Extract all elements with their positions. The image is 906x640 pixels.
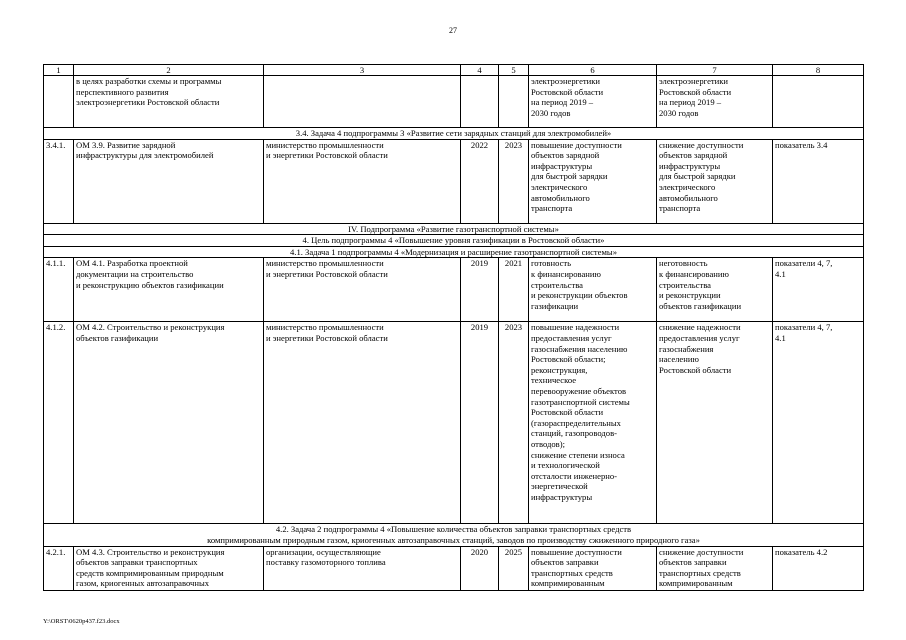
- section-heading: 4.2. Задача 2 подпрограммы 4 «Повышение количества объектов заправки транспортных средств компримированным природным газом, криогенных автозаправочных станций, заводов по производству сжиженного природного газа»: [44, 524, 864, 546]
- row-number: 3.4.1.: [44, 139, 74, 223]
- executor: министерство промышленности и энергетики Ростовской области: [264, 139, 461, 223]
- indicator: показатель 4.2: [773, 546, 864, 590]
- file-path-footer: Y:\ORST\0620p437.f23.docx: [43, 618, 120, 625]
- column-number: 6: [529, 65, 657, 76]
- table-row: [44, 258, 864, 322]
- measure-name: ОМ 4.2. Строительство и реконструкция объектов газификации: [74, 322, 264, 524]
- executor: министерство промышленности и энергетики Ростовской области: [264, 258, 461, 322]
- column-number: 7: [657, 65, 773, 76]
- section-heading: 4. Цель подпрограммы 4 «Повышение уровня газификации в Ростовской области»: [44, 235, 864, 247]
- measure-name: ОМ 3.9. Развитие зарядной инфраструктуры для электромобилей: [74, 139, 264, 223]
- table-row: [44, 322, 864, 524]
- start-year: 2019: [461, 258, 499, 322]
- table-row: [44, 76, 864, 128]
- measure-name: ОМ 4.3. Строительство и реконструкция объектов заправки транспортных средств компримированным природным газом, криогенных автозаправочных: [74, 546, 264, 590]
- executor: министерство промышленности и энергетики Ростовской области: [264, 322, 461, 524]
- column-number: 2: [74, 65, 264, 76]
- section-heading: 4.1. Задача 1 подпрограммы 4 «Модернизация и расширение газотранспортной системы»: [44, 246, 864, 258]
- page-number: 27: [449, 26, 457, 35]
- column-number: 4: [461, 65, 499, 76]
- section-row: [44, 524, 864, 546]
- section-row: [44, 128, 864, 140]
- indicator: показатели 4, 7, 4.1: [773, 258, 864, 322]
- end-year: 2023: [499, 322, 529, 524]
- section-row: [44, 235, 864, 247]
- row-number: 4.1.1.: [44, 258, 74, 322]
- column-number: 8: [773, 65, 864, 76]
- measure-name: в целях разработки схемы и программы перспективного развития электроэнергетики Ростовской области: [74, 76, 264, 128]
- row-number: 4.1.2.: [44, 322, 74, 524]
- section-row: [44, 223, 864, 235]
- column-number-row: [44, 65, 864, 76]
- end-year: 2021: [499, 258, 529, 322]
- expected-result: повышение доступности объектов зарядной инфраструктуры для быстрой зарядки электрического автомобильного транспорта: [529, 139, 657, 223]
- start-year: 2019: [461, 322, 499, 524]
- executor: организации, осуществляющие поставку газомоторного топлива: [264, 546, 461, 590]
- consequence: электроэнергетики Ростовской области на период 2019 – 2030 годов: [657, 76, 773, 128]
- expected-result: повышение доступности объектов заправки транспортных средств компримированным: [529, 546, 657, 590]
- measures-table: [43, 64, 864, 591]
- expected-result: готовность к финансированию строительства и реконструкции объектов газификации: [529, 258, 657, 322]
- start-year: 2020: [461, 546, 499, 590]
- indicator: показатель 3.4: [773, 139, 864, 223]
- consequence: снижение доступности объектов зарядной инфраструктуры для быстрой зарядки электрического автомобильного транспорта: [657, 139, 773, 223]
- end-year: 2025: [499, 546, 529, 590]
- section-heading: 3.4. Задача 4 подпрограммы 3 «Развитие сети зарядных станций для электромобилей»: [44, 128, 864, 140]
- measure-name: ОМ 4.1. Разработка проектной документации на строительство и реконструкцию объектов газификации: [74, 258, 264, 322]
- end-year: 2023: [499, 139, 529, 223]
- indicator: показатели 4, 7, 4.1: [773, 322, 864, 524]
- table-row: [44, 546, 864, 590]
- consequence: снижение доступности объектов заправки транспортных средств компримированным: [657, 546, 773, 590]
- expected-result: повышение надежности предоставления услуг газоснабжения населению Ростовской области; реконструкция, техническое перевооружение объектов газотранспортной системы Ростовской области (газораспределительных станций, газопроводов- отводов); снижение степени износа и технологической отсталости инженерно- энергетической инфраструктуры: [529, 322, 657, 524]
- section-row: [44, 246, 864, 258]
- column-number: 3: [264, 65, 461, 76]
- start-year: 2022: [461, 139, 499, 223]
- consequence: снижение надежности предоставления услуг газоснабжения населению Ростовской области: [657, 322, 773, 524]
- section-heading: IV. Подпрограмма «Развитие газотранспортной системы»: [44, 223, 864, 235]
- consequence: неготовность к финансированию строительства и реконструкции объектов газификации: [657, 258, 773, 322]
- expected-result: электроэнергетики Ростовской области на период 2019 – 2030 годов: [529, 76, 657, 128]
- column-number: 5: [499, 65, 529, 76]
- table-row: [44, 139, 864, 223]
- row-number: 4.2.1.: [44, 546, 74, 590]
- column-number: 1: [44, 65, 74, 76]
